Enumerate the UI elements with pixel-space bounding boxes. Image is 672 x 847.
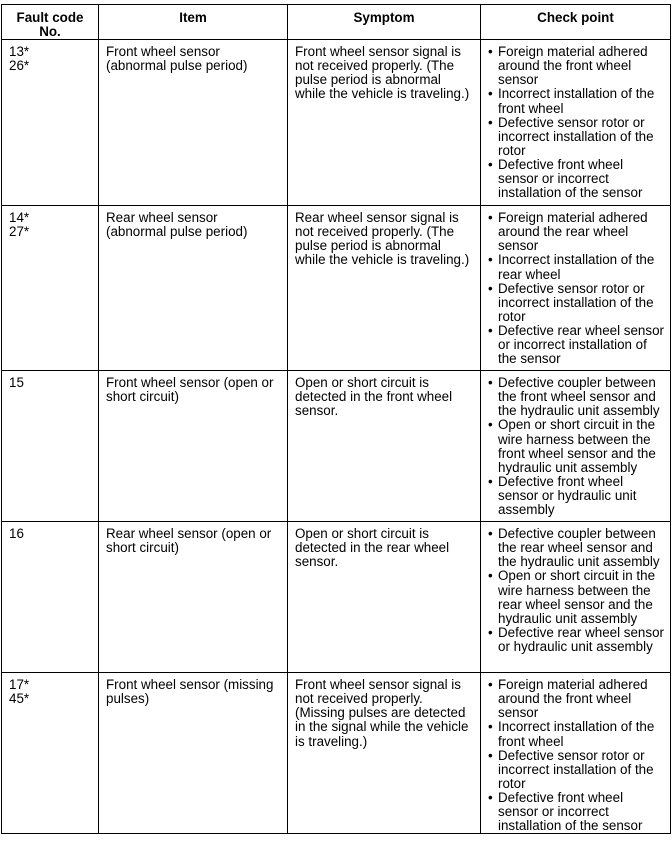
item-cell: Front wheel sensor (open or short circuit) bbox=[99, 371, 288, 522]
table-row bbox=[2, 40, 671, 206]
fault-code-table bbox=[1, 4, 671, 834]
header-symptom: Symptom bbox=[288, 5, 481, 40]
fault-code-cell bbox=[2, 206, 99, 371]
item-cell: Rear wheel sensor (open or short circuit) bbox=[99, 522, 288, 673]
check-point-item: • Defective rear wheel sensor or hydraulic unit assembly bbox=[488, 626, 664, 654]
table-row bbox=[2, 522, 671, 673]
check-point-cell bbox=[481, 206, 671, 371]
check-point-item: • Incorrect installation of the rear wheel bbox=[488, 253, 664, 281]
fault-code: 17* bbox=[9, 677, 30, 693]
table-row bbox=[2, 673, 671, 834]
item-cell: Rear wheel sensor (abnormal pulse period) bbox=[99, 206, 288, 371]
check-point-item: • Defective rear wheel sensor or incorrect installation of the sensor bbox=[488, 324, 664, 366]
fault-code: 26* bbox=[9, 58, 30, 74]
fault-code-cell bbox=[2, 522, 99, 673]
table-row bbox=[2, 371, 671, 522]
check-point-item: • Foreign material adhered around the front wheel sensor bbox=[488, 45, 664, 87]
check-point-item: • Defective coupler between the front wheel sensor and the hydraulic unit assembly bbox=[488, 376, 664, 418]
symptom-cell: Rear wheel sensor signal is not received properly. (The pulse period is abnormal while the vehicle is traveling.) bbox=[288, 206, 481, 371]
check-point-item: • Foreign material adhered around the front wheel sensor bbox=[488, 678, 664, 720]
check-point-list bbox=[488, 211, 664, 366]
check-point-cell bbox=[481, 371, 671, 522]
header-row bbox=[2, 5, 671, 40]
fault-code-cell bbox=[2, 371, 99, 522]
fault-code: 13* bbox=[9, 44, 30, 60]
symptom-cell: Front wheel sensor signal is not received properly. (The pulse period is abnormal while the vehicle is traveling.) bbox=[288, 40, 481, 206]
check-point-item: • Incorrect installation of the front wheel bbox=[488, 720, 664, 748]
check-point-item: • Defective front wheel sensor or incorrect installation of the sensor bbox=[488, 158, 664, 200]
check-point-cell bbox=[481, 522, 671, 673]
symptom-cell: Open or short circuit is detected in the front wheel sensor. bbox=[288, 371, 481, 522]
fault-code: 14* bbox=[9, 210, 30, 226]
fault-code: 16 bbox=[9, 526, 24, 542]
check-point-cell bbox=[481, 40, 671, 206]
fault-code-cell bbox=[2, 673, 99, 834]
check-point-item: • Defective front wheel sensor or hydraulic unit assembly bbox=[488, 475, 664, 517]
check-point-item: • Incorrect installation of the front wheel bbox=[488, 87, 664, 115]
fault-code: 27* bbox=[9, 224, 30, 240]
check-point-cell bbox=[481, 673, 671, 834]
check-point-item: • Defective sensor rotor or incorrect installation of the rotor bbox=[488, 282, 664, 324]
fault-code: 15 bbox=[9, 375, 24, 391]
check-point-item: • Foreign material adhered around the rear wheel sensor bbox=[488, 211, 664, 253]
header-fault-code: Fault code No. bbox=[2, 5, 99, 40]
check-point-list bbox=[488, 376, 664, 517]
check-point-item: • Defective sensor rotor or incorrect installation of the rotor bbox=[488, 749, 664, 791]
check-point-item: • Defective front wheel sensor or incorrect installation of the sensor bbox=[488, 791, 664, 833]
table-row bbox=[2, 206, 671, 371]
fault-code: 45* bbox=[9, 691, 30, 707]
check-point-item: • Defective coupler between the rear wheel sensor and the hydraulic unit assembly bbox=[488, 527, 664, 569]
check-point-item: • Open or short circuit in the wire harness between the rear wheel sensor and the hydraulic unit assembly bbox=[488, 569, 664, 625]
check-point-list bbox=[488, 527, 664, 654]
fault-code-cell bbox=[2, 40, 99, 206]
check-point-list bbox=[488, 45, 664, 200]
header-item: Item bbox=[99, 5, 288, 40]
check-point-item: • Open or short circuit in the wire harness between the front wheel sensor and the hydraulic unit assembly bbox=[488, 418, 664, 474]
item-cell: Front wheel sensor (missing pulses) bbox=[99, 673, 288, 834]
item-cell: Front wheel sensor (abnormal pulse period) bbox=[99, 40, 288, 206]
symptom-cell: Open or short circuit is detected in the rear wheel sensor. bbox=[288, 522, 481, 673]
symptom-cell: Front wheel sensor signal is not received properly. (Missing pulses are detected in the signal while the vehicle is traveling.) bbox=[288, 673, 481, 834]
header-check-point: Check point bbox=[481, 5, 671, 40]
check-point-list bbox=[488, 678, 664, 833]
check-point-item: • Defective sensor rotor or incorrect installation of the rotor bbox=[488, 116, 664, 158]
